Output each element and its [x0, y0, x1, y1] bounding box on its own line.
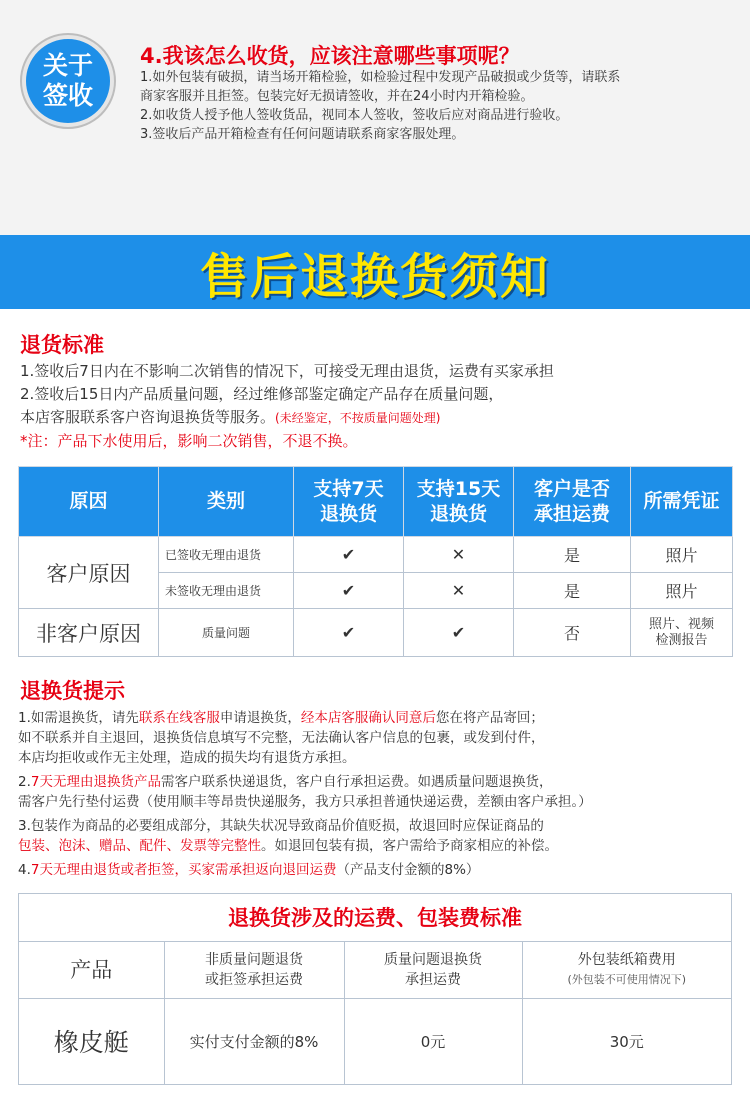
header-box-fee: 外包装纸箱费用 (外包装不可使用情况下)	[522, 942, 731, 998]
return-policy-table	[18, 466, 733, 657]
return-rule-7day: 1.签收后7日内在不影响二次销售的情况下，可接受无理由退货，运费有买家承担	[20, 362, 554, 380]
fee-standard-title: 退换货涉及的运费、包装费标准	[19, 894, 731, 942]
return-standard-text	[20, 360, 735, 453]
freight-cell: 是	[514, 537, 631, 573]
unverified-note: (未经鉴定，不按质量问题处理)	[275, 411, 441, 425]
check-icon: ✔	[294, 537, 404, 573]
check-icon: ✔	[294, 573, 404, 609]
return-freight-highlight: 7天无理由退货或者拒签，买家需承担返向退回运费	[30, 862, 337, 878]
badge-line-1: 关于	[42, 51, 93, 80]
receipt-instructions	[140, 68, 740, 144]
fee-standard-box	[18, 893, 732, 1085]
quality-freight-cell: 0元	[344, 998, 522, 1084]
header-reason: 原因	[19, 467, 159, 537]
check-icon: ✔	[294, 609, 404, 657]
category-cell: 已签收无理由退货	[159, 537, 294, 573]
service-text: 本店客服联系客户咨询退换货等服务。	[20, 408, 276, 426]
fee-standard-table	[19, 942, 731, 1084]
header-product: 产品	[19, 942, 164, 998]
receipt-line: 2.如收货人授予他人签收货品，视同本人签收，签收后应对商品进行验收。	[140, 108, 569, 123]
tip-3: 3.包装作为商品的必要组成部分，其缺失状况导致商品价值贬损，故退回时应保证商品的 包装、泡沫、赠品、配件、发票等完整性。如退回包装有损，客户需给予商家相应的补偿。	[18, 818, 558, 854]
policy-header-row	[19, 467, 733, 537]
category-cell: 未签收无理由退货	[159, 573, 294, 609]
return-tips-heading: 退换货提示	[20, 679, 125, 703]
table-row	[19, 537, 733, 573]
header-15day: 支持15天 退换货	[404, 467, 514, 537]
return-rule-15day: 2.签收后15日内产品质量问题，经过维修部鉴定确定产品存在质量问题，	[20, 385, 504, 403]
confirm-highlight: 经本店客服确认同意后	[300, 710, 436, 726]
badge-line-2: 签收	[42, 81, 93, 110]
receipt-question-title: 4.我该怎么收货，应该注意哪些事项呢？	[140, 44, 520, 68]
return-tips-text	[18, 708, 738, 884]
freight-cell: 否	[514, 609, 631, 657]
header-category: 类别	[159, 467, 294, 537]
box-fee-subnote: (外包装不可使用情况下)	[567, 972, 687, 986]
packaging-highlight: 包装、泡沫、赠品、配件、发票等完整性	[18, 838, 261, 854]
return-standard-heading: 退货标准	[20, 333, 104, 357]
return-rule-service	[20, 406, 735, 430]
tip-1: 1.如需退换货，请先联系在线客服申请退换货，经本店客服确认同意后您在将产品寄回； 如不联系并自主退回，退换货信息填写不完整，无法确认客户信息的包裹，或发到付件， 本店均拒收或作无主处理，造成的损失均有退货方承担。	[18, 710, 545, 766]
banner-title: 售后退换货须知	[199, 248, 550, 305]
receipt-line: 3.签收后产品开箱检查有任何问题请联系商家客服处理。	[140, 127, 465, 142]
fee-header-row	[19, 942, 731, 998]
receipt-notice-section	[0, 0, 750, 235]
receipt-line: 1.如外包装有破损，请当场开箱检验，如检验过程中发现产品破损或少货等，请联系	[140, 70, 621, 85]
table-row	[19, 998, 731, 1084]
after-sales-banner	[0, 235, 750, 309]
header-quality-freight: 质量问题退换货 承担运费	[344, 942, 522, 998]
check-icon: ✔	[404, 609, 514, 657]
freight-cell: 是	[514, 573, 631, 609]
cross-icon: ✕	[404, 537, 514, 573]
proof-cell: 照片	[631, 537, 733, 573]
product-name-cell: 橡皮艇	[19, 998, 164, 1084]
customer-reason-cell: 客户原因	[19, 537, 159, 609]
header-proof: 所需凭证	[631, 467, 733, 537]
tip-4: 4.7天无理由退货或者拒签，买家需承担返向退回运费（产品支付金额的8%）	[18, 862, 480, 878]
table-row	[19, 609, 733, 657]
header-non-quality-freight: 非质量问题退货 或拒签承担运费	[164, 942, 344, 998]
proof-cell: 照片、视频 检测报告	[631, 609, 733, 657]
non-quality-freight-cell: 实付支付金额的8%	[164, 998, 344, 1084]
about-signing-badge	[22, 35, 114, 127]
header-freight: 客户是否 承担运费	[514, 467, 631, 537]
water-use-note: *注：产品下水使用后，影响二次销售，不退不换。	[20, 432, 358, 450]
non-customer-reason-cell: 非客户原因	[19, 609, 159, 657]
box-fee-cell: 30元	[522, 998, 731, 1084]
header-7day: 支持7天 退换货	[294, 467, 404, 537]
proof-cell: 照片	[631, 573, 733, 609]
tip-2: 2.7天无理由退换货产品需客户联系快递退货，客户自行承担运费。如遇质量问题退换货， 需客户先行垫付运费（使用顺丰等昂贵快递服务，我方只承担普通快递运费，差额由客户承担。）	[18, 774, 592, 810]
contact-service-highlight: 联系在线客服	[138, 710, 220, 726]
category-cell: 质量问题	[159, 609, 294, 657]
receipt-line: 商家客服并且拒签。包装完好无损请签收，并在24小时内开箱检验。	[140, 89, 534, 104]
cross-icon: ✕	[404, 573, 514, 609]
seven-day-highlight: 7天无理由退换货产品	[30, 774, 161, 790]
